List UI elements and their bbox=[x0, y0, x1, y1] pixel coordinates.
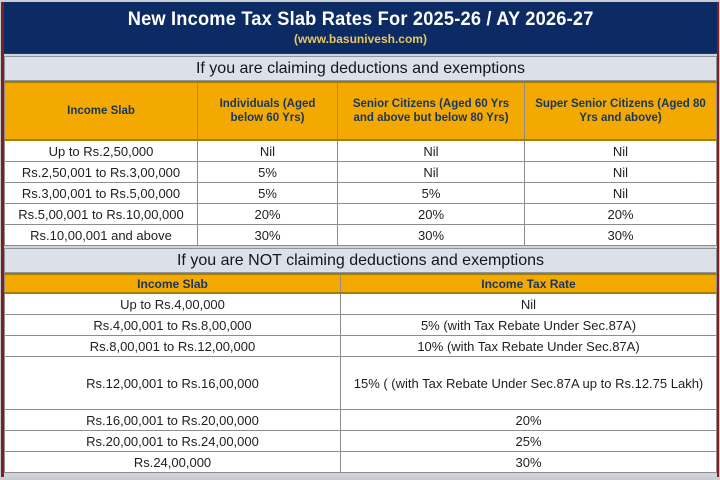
table-cell: Nil bbox=[525, 140, 717, 162]
table-row bbox=[5, 357, 717, 410]
claiming-table-body bbox=[5, 140, 717, 246]
table-cell: Rs.24,00,000 bbox=[5, 452, 341, 473]
table-cell: 30% bbox=[525, 225, 717, 246]
table-cell: Rs.16,00,001 to Rs.20,00,000 bbox=[5, 410, 341, 431]
table-cell: Up to Rs.2,50,000 bbox=[5, 140, 198, 162]
column-header: Senior Citizens (Aged 60 Yrs and above but below 80 Yrs) bbox=[338, 82, 525, 140]
table-cell: Nil bbox=[198, 140, 338, 162]
claiming-table-header bbox=[5, 82, 717, 140]
table-row bbox=[5, 336, 717, 357]
table-cell: Nil bbox=[338, 162, 525, 183]
table-cell: Rs.20,00,001 to Rs.24,00,000 bbox=[5, 431, 341, 452]
table-cell: 10% (with Tax Rebate Under Sec.87A) bbox=[341, 336, 717, 357]
table-row bbox=[5, 225, 717, 246]
not-claiming-table-body bbox=[5, 293, 717, 473]
table-row bbox=[5, 452, 717, 473]
table-cell: Rs.8,00,001 to Rs.12,00,000 bbox=[5, 336, 341, 357]
table-row bbox=[5, 410, 717, 431]
table-row bbox=[5, 162, 717, 183]
table-cell: 5% (with Tax Rebate Under Sec.87A) bbox=[341, 315, 717, 336]
table-cell: Rs.5,00,001 to Rs.10,00,000 bbox=[5, 204, 198, 225]
table-cell: 20% bbox=[198, 204, 338, 225]
table-cell: Nil bbox=[525, 162, 717, 183]
header-row bbox=[5, 82, 717, 140]
table-cell: 30% bbox=[338, 225, 525, 246]
column-header: Income Tax Rate bbox=[341, 274, 717, 293]
column-header: Income Slab bbox=[5, 82, 198, 140]
table-cell: 5% bbox=[338, 183, 525, 204]
table-row bbox=[5, 183, 717, 204]
table-row bbox=[5, 204, 717, 225]
table-row bbox=[5, 431, 717, 452]
table-row bbox=[5, 140, 717, 162]
site-url: (www.basunivesh.com) bbox=[294, 31, 427, 46]
table-cell: 20% bbox=[341, 410, 717, 431]
section-title-not-claiming: If you are NOT claiming deductions and exemptions bbox=[4, 248, 717, 273]
table-cell: Nil bbox=[338, 140, 525, 162]
header-row bbox=[5, 274, 717, 293]
not-claiming-table-header bbox=[5, 274, 717, 293]
title-banner bbox=[4, 2, 717, 54]
table-row bbox=[5, 315, 717, 336]
table-row bbox=[5, 293, 717, 315]
table-cell: Up to Rs.4,00,000 bbox=[5, 293, 341, 315]
table-cell: 20% bbox=[525, 204, 717, 225]
table-cell: Rs.2,50,001 to Rs.3,00,000 bbox=[5, 162, 198, 183]
column-header: Individuals (Aged below 60 Yrs) bbox=[198, 82, 338, 140]
table-cell: 30% bbox=[341, 452, 717, 473]
table-cell: Rs.3,00,001 to Rs.5,00,000 bbox=[5, 183, 198, 204]
table-cell: 20% bbox=[338, 204, 525, 225]
page-title: New Income Tax Slab Rates For 2025-26 / AY 2026-27 bbox=[127, 8, 594, 30]
claiming-deductions-table bbox=[4, 81, 717, 246]
table-cell: Rs.4,00,001 to Rs.8,00,000 bbox=[5, 315, 341, 336]
section-title-claiming: If you are claiming deductions and exemptions bbox=[4, 56, 717, 81]
table-cell: 15% ( (with Tax Rebate Under Sec.87A up to Rs.12.75 Lakh) bbox=[341, 357, 717, 410]
content-area bbox=[1, 2, 719, 477]
column-header: Income Slab bbox=[5, 274, 341, 293]
not-claiming-deductions-table bbox=[4, 273, 717, 473]
table-cell: Nil bbox=[525, 183, 717, 204]
table-cell: Rs.10,00,001 and above bbox=[5, 225, 198, 246]
table-cell: 5% bbox=[198, 183, 338, 204]
table-cell: 5% bbox=[198, 162, 338, 183]
column-header: Super Senior Citizens (Aged 80 Yrs and above) bbox=[525, 82, 717, 140]
table-cell: 25% bbox=[341, 431, 717, 452]
table-cell: 30% bbox=[198, 225, 338, 246]
table-cell: Rs.12,00,001 to Rs.16,00,000 bbox=[5, 357, 341, 410]
table-cell: Nil bbox=[341, 293, 717, 315]
